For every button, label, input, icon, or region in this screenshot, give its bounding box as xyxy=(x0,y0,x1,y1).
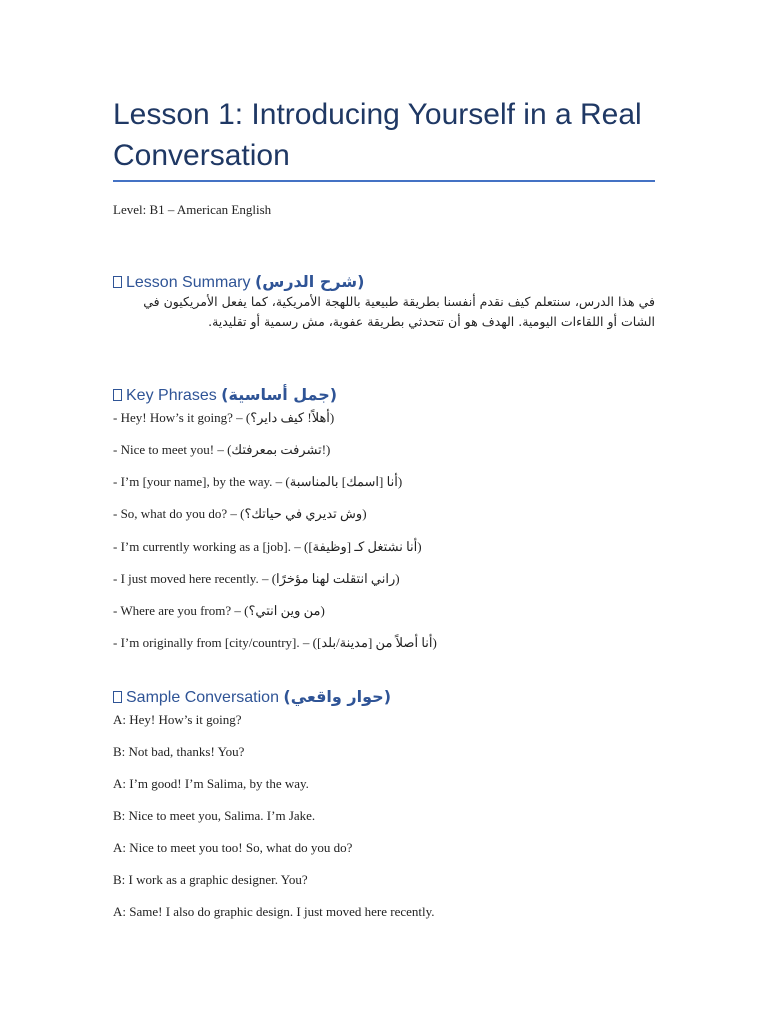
key-phrase-item: - I just moved here recently. – (راني انتقلت لهنا مؤخرًا) xyxy=(113,571,400,586)
lesson-summary-text: في هذا الدرس، سنتعلم كيف نقدم أنفسنا بطريقة طبيعية باللهجة الأمريكية، كما يفعل الأمريكيون في الشات أو اللقاءات اليومية. الهدف هو أن تتحدثي بطريقة عفوية، مش رسمية أو تقليدية. xyxy=(143,294,655,329)
conversation-line: B: Not bad, thanks! You? xyxy=(113,744,245,759)
conversation-line: A: Hey! How’s it going? xyxy=(113,712,242,727)
conversation-line: A: Same! I also do graphic design. I just moved here recently. xyxy=(113,904,435,919)
conversation-line: A: I’m good! I’m Salima, by the way. xyxy=(113,776,309,791)
key-phrases-heading xyxy=(113,384,337,407)
missing-glyph-icon xyxy=(113,389,122,401)
key-phrase-item: - I’m [your name], by the way. – (أنا [اسمك] بالمناسبة) xyxy=(113,474,403,489)
conversation-line: B: Nice to meet you, Salima. I’m Jake. xyxy=(113,808,316,823)
level-label: Level: B1 – American English xyxy=(113,202,272,217)
key-phrase-item: - Hey! How’s it going? – (أهلاً! كيف داير؟) xyxy=(113,410,335,425)
lesson-summary-heading-text: Lesson Summary xyxy=(126,274,251,291)
key-phrase-item: - Nice to meet you! – (تشرفت بمعرفتك!) xyxy=(113,442,331,457)
conversation-line: B: I work as a graphic designer. You? xyxy=(113,872,308,887)
lesson-summary-heading-arabic: (شرح الدرس) xyxy=(254,272,365,291)
missing-glyph-icon xyxy=(113,276,122,288)
sample-conversation-heading-text: Sample Conversation xyxy=(126,689,279,706)
sample-conversation-heading-arabic: (حوار واقعي) xyxy=(283,687,391,706)
title-underline xyxy=(113,180,655,182)
page-title: Lesson 1: Introducing Yourself in a Real Conversation xyxy=(113,98,642,172)
key-phrases-heading-arabic: (جمل أساسية) xyxy=(221,385,338,404)
key-phrase-item: - So, what do you do? – (وش تديري في حياتك؟) xyxy=(113,506,367,521)
key-phrase-item: - Where are you from? – (من وين انتي؟) xyxy=(113,603,325,618)
missing-glyph-icon xyxy=(113,691,122,703)
lesson-summary-heading xyxy=(113,271,364,294)
conversation-line: A: Nice to meet you too! So, what do you do? xyxy=(113,840,353,855)
key-phrases-heading-text: Key Phrases xyxy=(126,387,217,404)
key-phrase-item: - I’m currently working as a [job]. – (أنا نشتغل كـ [وظيفة]) xyxy=(113,539,422,554)
key-phrase-item: - I’m originally from [city/country]. – (أنا أصلاً من [مدينة/بلد]) xyxy=(113,635,437,650)
sample-conversation-heading xyxy=(113,686,391,709)
